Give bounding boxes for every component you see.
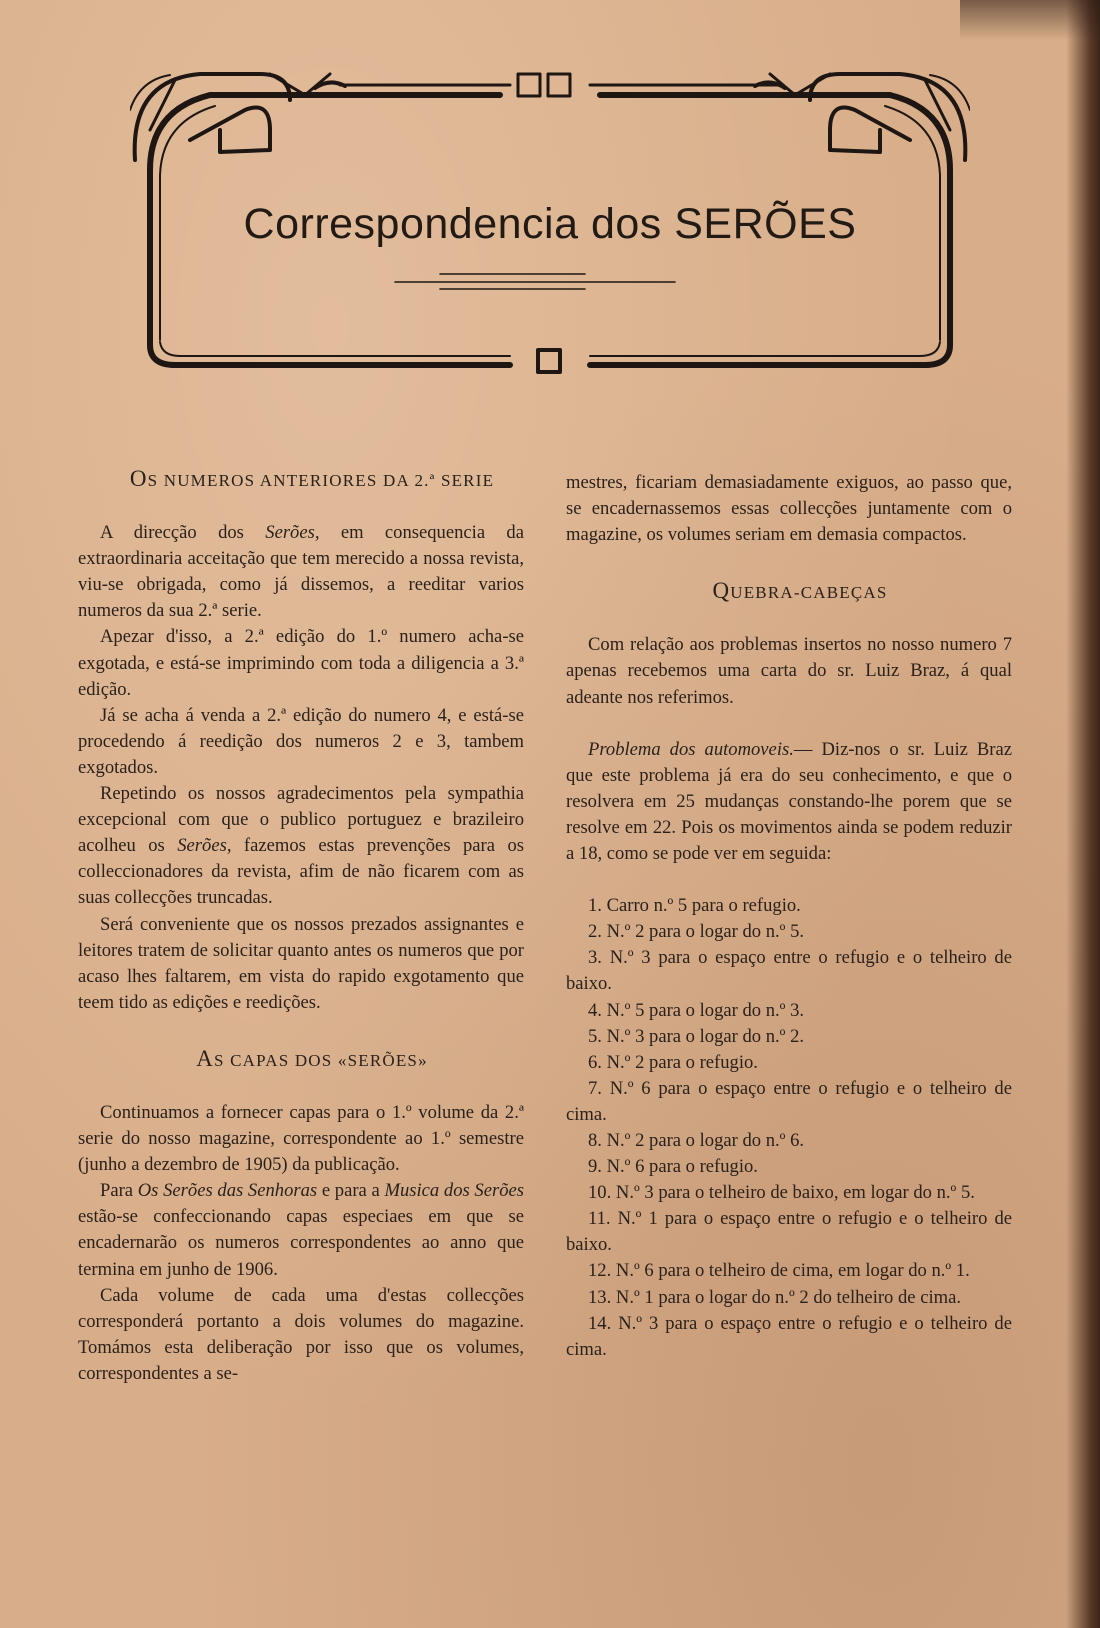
solution-step: 2. N.º 2 para o logar do n.º 5.	[588, 921, 805, 943]
section-heading-numeros	[78, 466, 524, 494]
solution-step: 9. N.º 6 para o refugio.	[588, 1156, 758, 1178]
paragraph: Cada volume de cada uma d'estas collecções corresponderá portanto a dois volumes do magazine. Tomámos esta deliberação por isso que os volumes, correspondentes a se-	[78, 1284, 524, 1384]
heading-text: UEBRA-CABEÇAS	[730, 583, 888, 603]
paragraph-text: e para a	[317, 1180, 385, 1202]
paragraph: Continuamos a fornecer capas para o 1.º volume da 2.ª serie do nosso magazine, correspondente ao 1.º semestre (junho a dezembro de 1905) da publicação.	[78, 1101, 524, 1176]
problem-title: Problema dos automoveis.	[588, 738, 794, 760]
page-corner-shadow	[960, 0, 1100, 40]
solution-step: 10. N.º 3 para o telheiro de baixo, em logar do n.º 5.	[588, 1182, 975, 1204]
paragraph-continuation: mestres, ficariam demasiadamente exiguos, ao passo que, se encadernassemos essas collecções juntamente com o magazine, os volumes seriam em demasia compactos.	[566, 472, 1012, 546]
page-edge-shadow	[1066, 0, 1100, 1628]
solution-step: 5. N.º 3 para o logar do n.º 2.	[588, 1025, 805, 1047]
solution-steps-list	[566, 893, 1012, 1363]
paragraph-text: estão-se confeccionando capas especiaes em que se encadernarão os numeros correspondentes ao anno que termina em junho de 1906.	[78, 1206, 524, 1280]
section-heading-capas	[78, 1046, 524, 1074]
paragraph-text: Para	[100, 1180, 138, 1202]
heading-initial: Q	[712, 578, 731, 604]
paragraph: Já se acha á venda a 2.ª edição do numero 4, e está-se procedendo á reedição dos numeros 2 e 3, tambem exgotados.	[78, 704, 524, 778]
paragraph	[78, 1178, 524, 1282]
paragraph-text: Repetindo os nossos agradecimentos pela sympathia excepcional com que o publico portuguez e brazileiro acolheu os	[78, 783, 524, 857]
emphasis-text: Musica dos Serões	[384, 1180, 524, 1202]
paragraph	[566, 737, 1012, 867]
solution-step: 1. Carro n.º 5 para o refugio.	[588, 895, 801, 917]
solution-step: 7. N.º 6 para o espaço entre o refugio e o telheiro de cima.	[566, 1077, 1012, 1125]
heading-text: S CAPAS DOS «SERÕES»	[214, 1050, 428, 1070]
section-heading-quebra-cabecas	[566, 578, 1012, 606]
heading-text: S NUMEROS ANTERIORES DA 2.ª SERIE	[147, 471, 495, 490]
solution-step: 6. N.º 2 para o refugio.	[588, 1051, 758, 1073]
emphasis-text: Serões,	[177, 835, 232, 857]
solution-step: 4. N.º 5 para o logar do n.º 3.	[588, 999, 805, 1021]
paragraph: Apezar d'isso, a 2.ª edição do 1.º numero acha-se exgotada, e está-se imprimindo com toda a diligencia a 3.ª edição.	[78, 626, 524, 700]
page-title: Correspondencia dos SERÕES	[243, 200, 857, 248]
solution-step: 8. N.º 2 para o logar do n.º 6.	[588, 1129, 805, 1151]
emphasis-text: Os Serões das Senhoras	[137, 1180, 318, 1202]
right-column	[566, 470, 1012, 1363]
solution-step: 3. N.º 3 para o espaço entre o refugio e o telheiro de baixo.	[566, 947, 1012, 995]
solution-step: 11. N.º 1 para o espaço entre o refugio e o telheiro de baixo.	[566, 1208, 1012, 1256]
paragraph-text: A direcção dos	[100, 522, 266, 544]
paragraph-text: em consequencia da extraordinaria acceitação que tem merecido a nossa revista, viu-se obrigada, como já dissemos, a reeditar varios numeros da sua 2.ª serie.	[78, 522, 524, 622]
emphasis-text: Serões,	[265, 522, 320, 544]
paragraph	[78, 520, 524, 624]
solution-step: 13. N.º 1 para o logar do n.º 2 do telheiro de cima.	[588, 1286, 961, 1308]
heading-initial: O	[129, 466, 148, 491]
paragraph	[78, 781, 524, 911]
paragraph: Será conveniente que os nossos prezados assignantes e leitores tratem de solicitar quanto antes os numeros que por acaso lhes faltarem, em vista do rapido exgotamento que teem tido as edições e reedições.	[78, 913, 524, 1013]
solution-step: 14. N.º 3 para o espaço entre o refugio e o telheiro de cima.	[566, 1312, 1012, 1360]
heading-initial: A	[196, 1045, 215, 1071]
solution-step: 12. N.º 6 para o telheiro de cima, em logar do n.º 1.	[588, 1260, 970, 1282]
paragraph-text: — Diz-nos o sr. Luiz Braz que este problema já era do seu conhecimento, e que o resolvera em 25 mudanças constando-lhe porem que se resolve em 22. Pois os movimentos ainda se podem reduzir a 18, como se pode ver em seguida:	[566, 738, 1012, 865]
paragraph: Com relação aos problemas insertos no nosso numero 7 apenas recebemos uma carta do sr. Luiz Braz, á qual adeante nos referimos.	[566, 634, 1012, 708]
left-column	[78, 466, 524, 1387]
paragraph-text: fazemos estas prevenções para os colleccionadores da revista, afim de não ficarem com as suas collecções truncadas.	[78, 835, 524, 909]
